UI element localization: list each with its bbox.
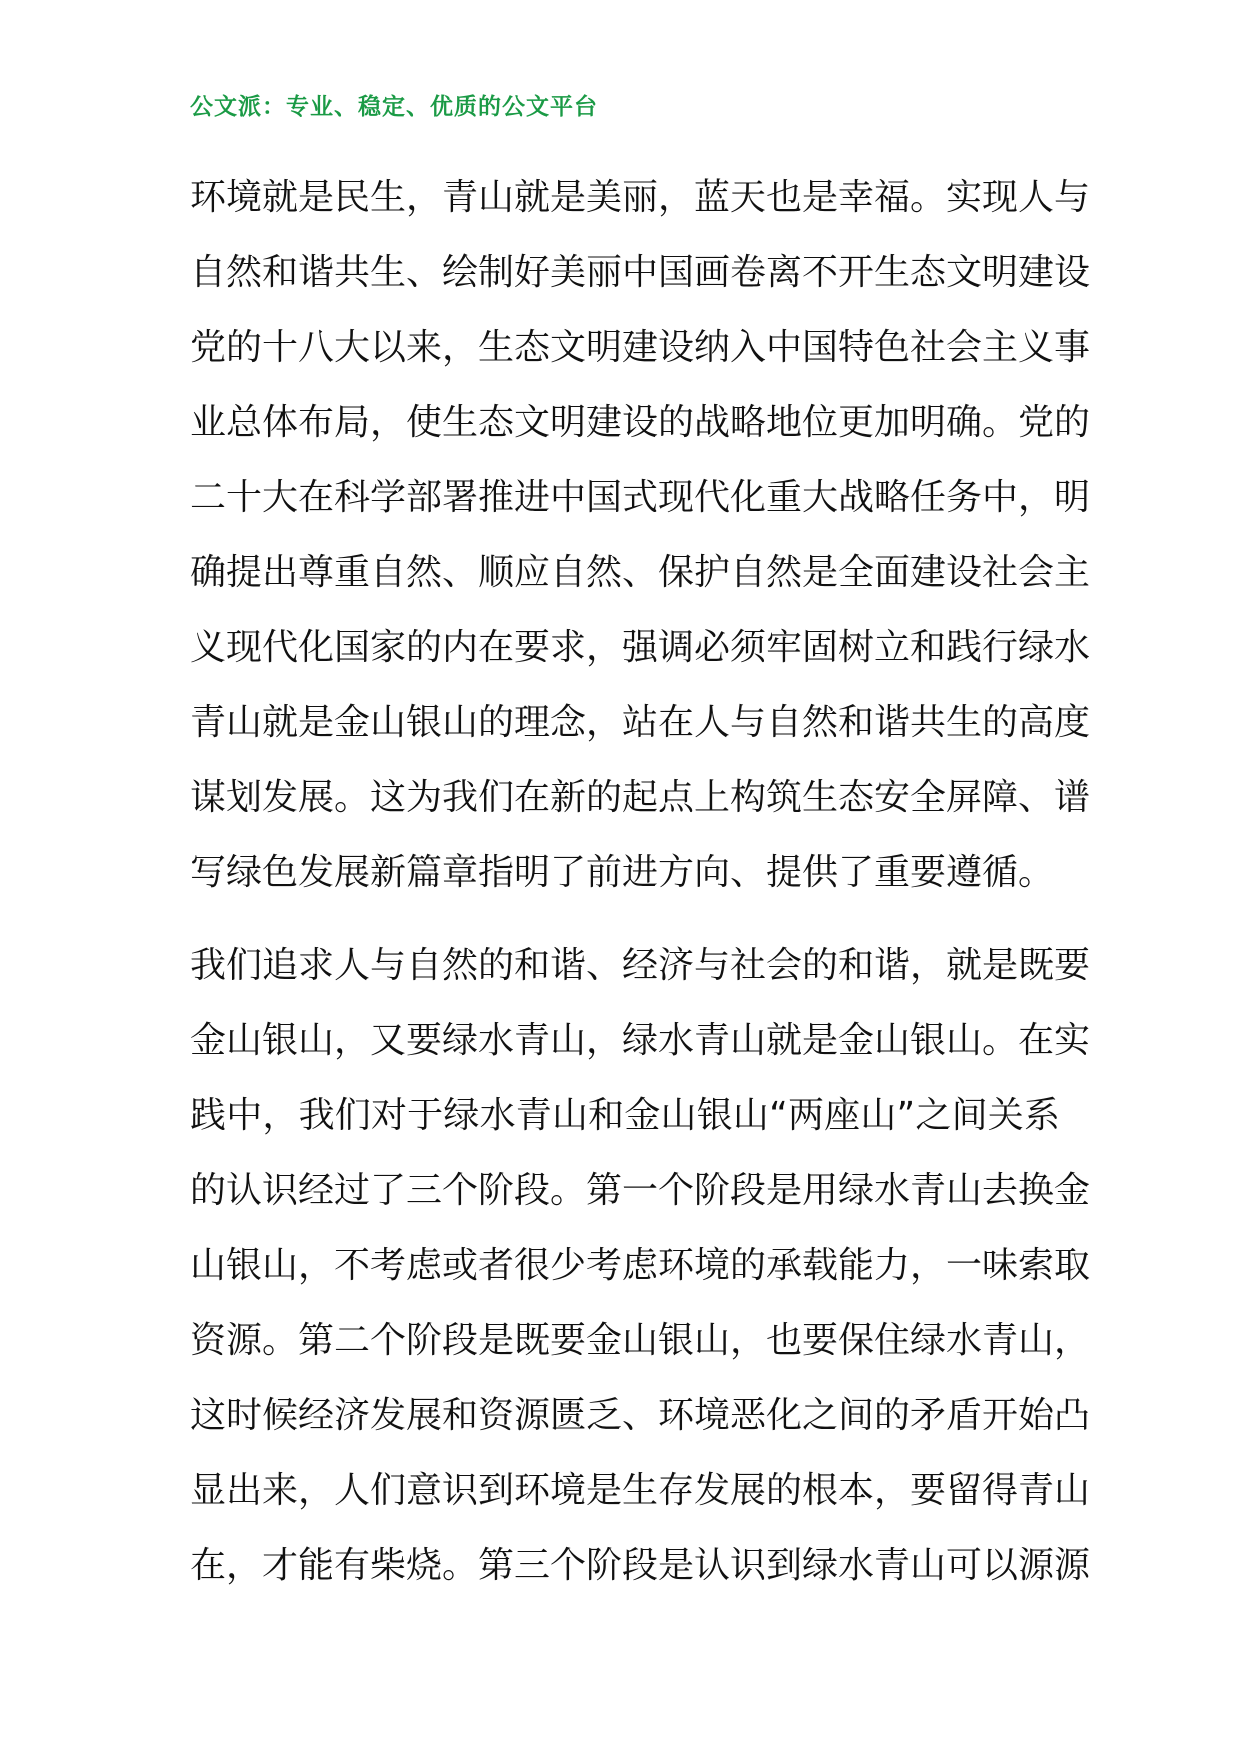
text-line: 山银山，不考虑或者很少考虑环境的承载能力，一味索取: [190, 1245, 1091, 1286]
paragraph-2: [190, 928, 1091, 1603]
text-line: 义现代化国家的内在要求，强调必须牢固树立和践行绿水: [190, 627, 1091, 668]
header-title: 公文派：专业、稳定、优质的公文平台: [190, 94, 598, 120]
text-line: 这时候经济发展和资源匮乏、环境恶化之间的矛盾开始凸: [190, 1395, 1091, 1436]
text-line: 践中，我们对于绿水青山和金山银山“两座山”之间关系: [190, 1095, 1060, 1136]
text-line: 二十大在科学部署推进中国式现代化重大战略任务中，明: [190, 477, 1091, 518]
document-body: [190, 160, 1091, 1621]
text-line: 自然和谐共生、绘制好美丽中国画卷离不开生态文明建设: [190, 252, 1091, 293]
text-line: 谋划发展。这为我们在新的起点上构筑生态安全屏障、谱: [190, 777, 1091, 818]
text-line: 环境就是民生，青山就是美丽，蓝天也是幸福。实现人与: [190, 177, 1091, 218]
text-line: 在，才能有柴烧。第三个阶段是认识到绿水青山可以源源: [190, 1545, 1091, 1586]
text-line: 我们追求人与自然的和谐、经济与社会的和谐，就是既要: [190, 945, 1091, 986]
text-line: 金山银山，又要绿水青山，绿水青山就是金山银山。在实: [190, 1020, 1091, 1061]
paragraph-1: [190, 160, 1091, 910]
text-line: 业总体布局，使生态文明建设的战略地位更加明确。党的: [190, 402, 1091, 443]
text-line: 党的十八大以来，生态文明建设纳入中国特色社会主义事: [190, 327, 1091, 368]
text-line: 显出来，人们意识到环境是生存发展的根本，要留得青山: [190, 1470, 1091, 1511]
text-line: 资源。第二个阶段是既要金山银山，也要保住绿水青山，: [190, 1320, 1091, 1361]
text-line: 的认识经过了三个阶段。第一个阶段是用绿水青山去换金: [190, 1170, 1091, 1211]
text-line: 青山就是金山银山的理念，站在人与自然和谐共生的高度: [190, 702, 1091, 743]
text-line: 确提出尊重自然、顺应自然、保护自然是全面建设社会主: [190, 552, 1091, 593]
text-line: 写绿色发展新篇章指明了前进方向、提供了重要遵循。: [190, 852, 1055, 893]
